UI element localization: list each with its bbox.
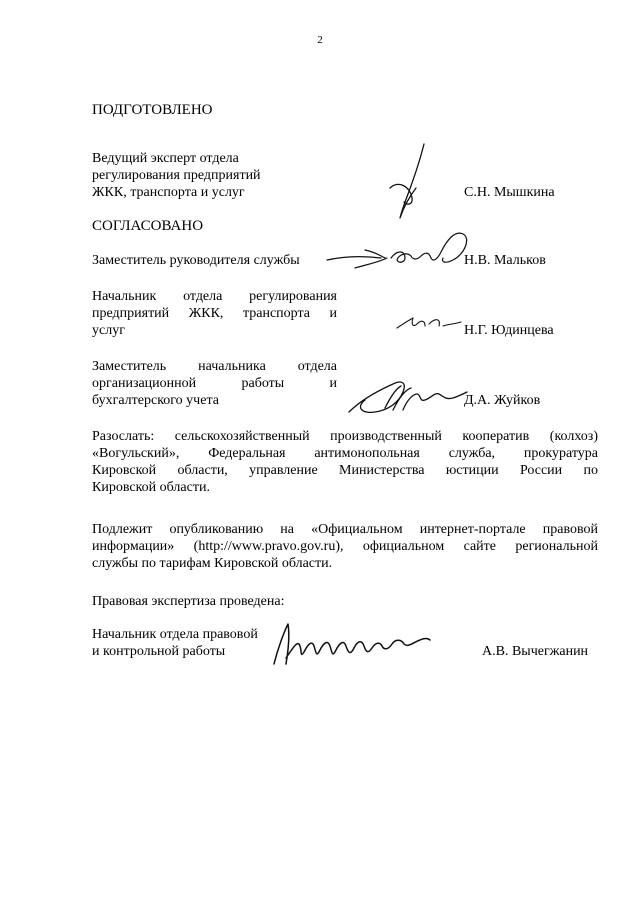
distribution-line-4: Кировской области. — [92, 480, 210, 495]
signer2-name: Н.Г. Юдинцева — [464, 323, 554, 338]
prepared-name: С.Н. Мышкина — [464, 185, 555, 200]
publication-line-1: Подлежит опубликованию на «Официальном интернет-портале правовой — [92, 522, 598, 537]
prepared-title-line-3: ЖКК, транспорта и услуг — [92, 185, 245, 200]
legal-name: А.В. Вычегжанин — [482, 644, 589, 659]
signer1-title: Заместитель руководителя службы — [92, 253, 300, 268]
agreed-heading: СОГЛАСОВАНО — [92, 218, 204, 234]
distribution-line-2: «Вогульский», Федеральная антимонопольная служба, прокуратура — [92, 446, 598, 461]
prepared-heading: ПОДГОТОВЛЕНО — [92, 102, 213, 118]
signer2-title-line-3: услуг — [92, 323, 125, 338]
distribution-line-1: Разослать: сельскохозяйственный производственный кооператив (колхоз) — [92, 429, 598, 444]
prepared-title-line-2: регулирования предприятий — [92, 168, 261, 183]
signer3-title-line-3: бухгалтерского учета — [92, 393, 219, 408]
signature-zhuikov — [345, 372, 470, 422]
signer2-title-line-2: предприятий ЖКК, транспорта и — [92, 306, 337, 321]
signature-vychegzhanin — [268, 618, 434, 670]
publication-line-3: службы по тарифам Кировской области. — [92, 556, 333, 571]
signature-yudintseva — [395, 310, 465, 336]
publication-line-2: информации» (http://www.pravo.gov.ru), официальном сайте региональной — [92, 539, 598, 554]
distribution-line-3: Кировской области, управление Министерства юстиции России по — [92, 463, 598, 478]
legal-title-line-1: Начальник отдела правовой — [92, 627, 258, 642]
signer3-name: Д.А. Жуйков — [464, 393, 541, 408]
legal-title-line-2: и контрольной работы — [92, 644, 226, 659]
signer1-name: Н.В. Мальков — [464, 253, 546, 268]
signature-malkov — [325, 222, 475, 280]
signature-mishkina — [380, 140, 440, 222]
signer3-title-line-1: Заместитель начальника отдела — [92, 359, 337, 374]
signer3-title-line-2: организационной работы и — [92, 376, 337, 391]
prepared-title-line-1: Ведущий эксперт отдела — [92, 151, 239, 166]
signer2-title-line-1: Начальник отдела регулирования — [92, 289, 337, 304]
legal-heading: Правовая экспертиза проведена: — [92, 594, 285, 609]
page-number: 2 — [317, 34, 323, 46]
